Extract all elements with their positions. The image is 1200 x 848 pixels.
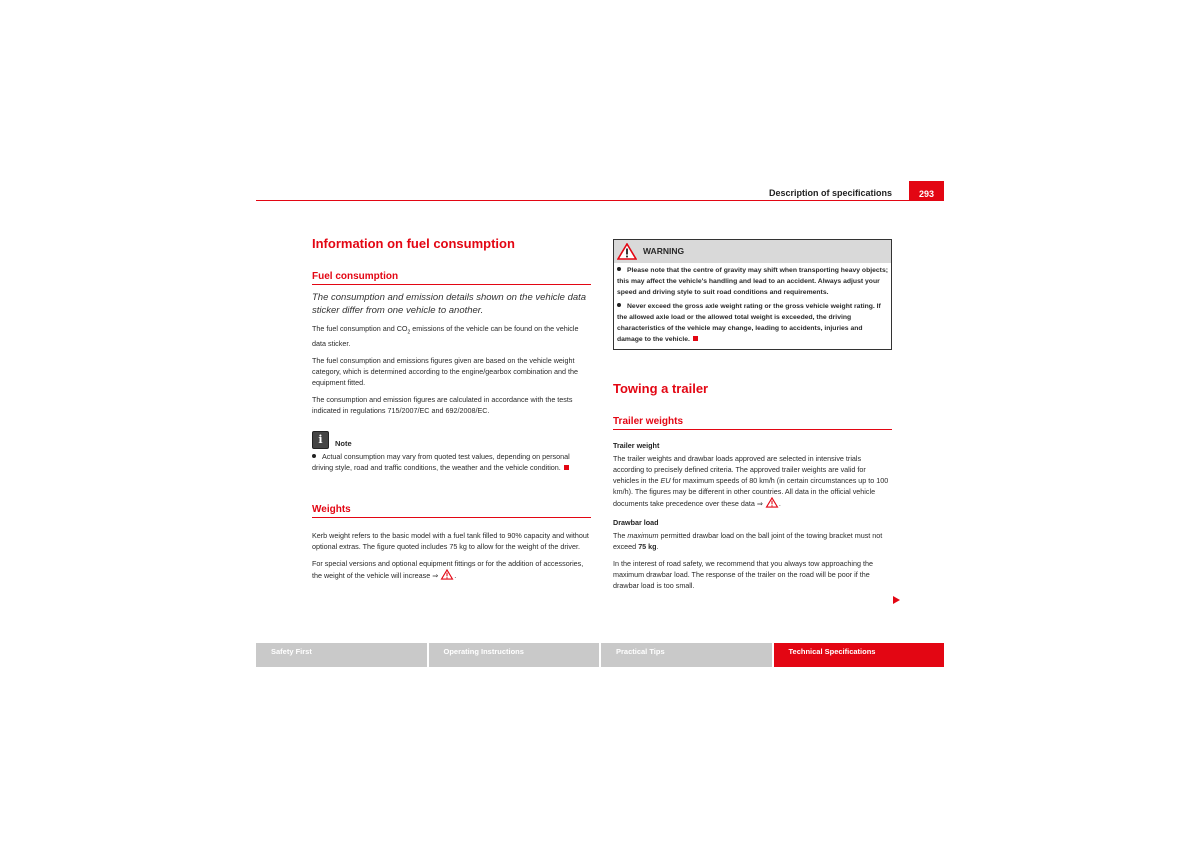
warning-label: WARNING xyxy=(643,246,685,256)
trailer-weight-subheading: Trailer weight xyxy=(613,441,660,450)
warning-triangle-icon[interactable] xyxy=(440,569,454,580)
warning-triangle-icon xyxy=(617,243,637,260)
bullet-icon xyxy=(617,267,621,271)
towing-heading: Towing a trailer xyxy=(613,381,709,396)
page-number: 293 xyxy=(909,181,944,201)
end-of-section-icon xyxy=(693,336,698,341)
tab-operating-instructions[interactable]: Operating Instructions xyxy=(429,643,600,667)
weights-heading: Weights xyxy=(312,503,591,518)
warning-header xyxy=(614,240,891,263)
fuel-intro: The consumption and emission details shown on the vehicle data sticker differ from one vehicle to another. xyxy=(312,292,587,316)
trailer-weights-heading: Trailer weights xyxy=(613,415,892,430)
co2-subscript: 2 xyxy=(407,329,411,336)
fuel-paragraph-2: The fuel consumption and emissions figures given are based on the vehicle weight category, which is determined according to the engine/gearbox combination and the equipment fitted. xyxy=(312,356,578,388)
left-column xyxy=(312,236,591,587)
eu-term: EU xyxy=(660,476,671,485)
tab-safety-first[interactable]: Safety First xyxy=(256,643,427,667)
warning-body xyxy=(614,263,891,349)
fuel-paragraph-1: The fuel consumption and $CO_2$ emissions of the vehicle can be found on the vehicle data sticker. xyxy=(312,324,579,349)
fuel-paragraph-3: The consumption and emission figures are calculated in accordance with the tests indicated in regulations 715/2007/EC and 692/2008/EC. xyxy=(312,395,573,416)
tab-technical-specifications[interactable]: Technical Specifications xyxy=(774,643,945,667)
main-heading: Information on fuel consumption xyxy=(312,236,515,251)
note-header xyxy=(312,430,591,449)
right-column xyxy=(613,236,892,597)
fuel-consumption-heading: Fuel consumption xyxy=(312,270,591,285)
warning-box xyxy=(613,239,892,350)
chapter-tabs xyxy=(256,643,944,667)
note-label: Note xyxy=(335,439,352,449)
warning-item-2: Never exceed the gross axle weight rating or the gross vehicle weight rating. If the allowed axle load or the allowed total weight is exceeded, the driving characteristics of the vehicle may change, leading to accidents, injuries and damage to the vehicle. xyxy=(617,303,881,343)
weights-paragraph-2: For special versions and optional equipment fittings or for the addition of accessories, the weight of the vehicle will increase ⇒ . xyxy=(312,559,584,581)
note-block xyxy=(312,430,591,473)
info-icon: i xyxy=(312,431,329,449)
warning-triangle-icon[interactable] xyxy=(765,497,779,508)
note-item: Actual consumption may vary from quoted test values, depending on personal driving style, road and traffic conditions, the weather and the vehicle condition. xyxy=(312,452,570,473)
warning-item-1: Please note that the centre of gravity may shift when transporting heavy objects; this may affect the vehicle's handling and lead to an accident. Always adjust your speed and driving style to suit road conditions and requirements. xyxy=(617,267,888,296)
drawbar-load-paragraph-1: The maximum permitted drawbar load on the ball joint of the towing bracket must not exceed 75 kg. xyxy=(613,531,883,551)
header-rule xyxy=(256,200,944,201)
weights-paragraph-1: Kerb weight refers to the basic model with a fuel tank filled to 90% capacity and without optional extras. The figure quoted includes 75 kg to allow for the weight of the driver. xyxy=(312,531,589,552)
bullet-icon xyxy=(312,454,316,458)
next-page-arrow-icon[interactable] xyxy=(893,596,900,604)
drawbar-load-paragraph-2: In the interest of road safety, we recommend that you always tow approaching the maximum drawbar load. The response of the trailer on the road will be poor if the drawbar load is too small. xyxy=(613,559,873,590)
drawbar-load-subheading: Drawbar load xyxy=(613,518,659,527)
tab-practical-tips[interactable]: Practical Tips xyxy=(601,643,772,667)
section-title: Description of specifications xyxy=(768,188,892,198)
trailer-weight-paragraph: The trailer weights and drawbar loads approved are selected in intensive trials according to precisely defined criteria. The approved trailer weights are valid for vehicles in the EU for maximum speeds of 80 km/h (in certain circumstances up to 100 km/h). The figures may be different in other countries. All data in the official vehicle documents take precedence over these data ⇒ . xyxy=(613,454,889,508)
bullet-icon xyxy=(617,303,621,307)
end-of-section-icon xyxy=(564,465,569,470)
